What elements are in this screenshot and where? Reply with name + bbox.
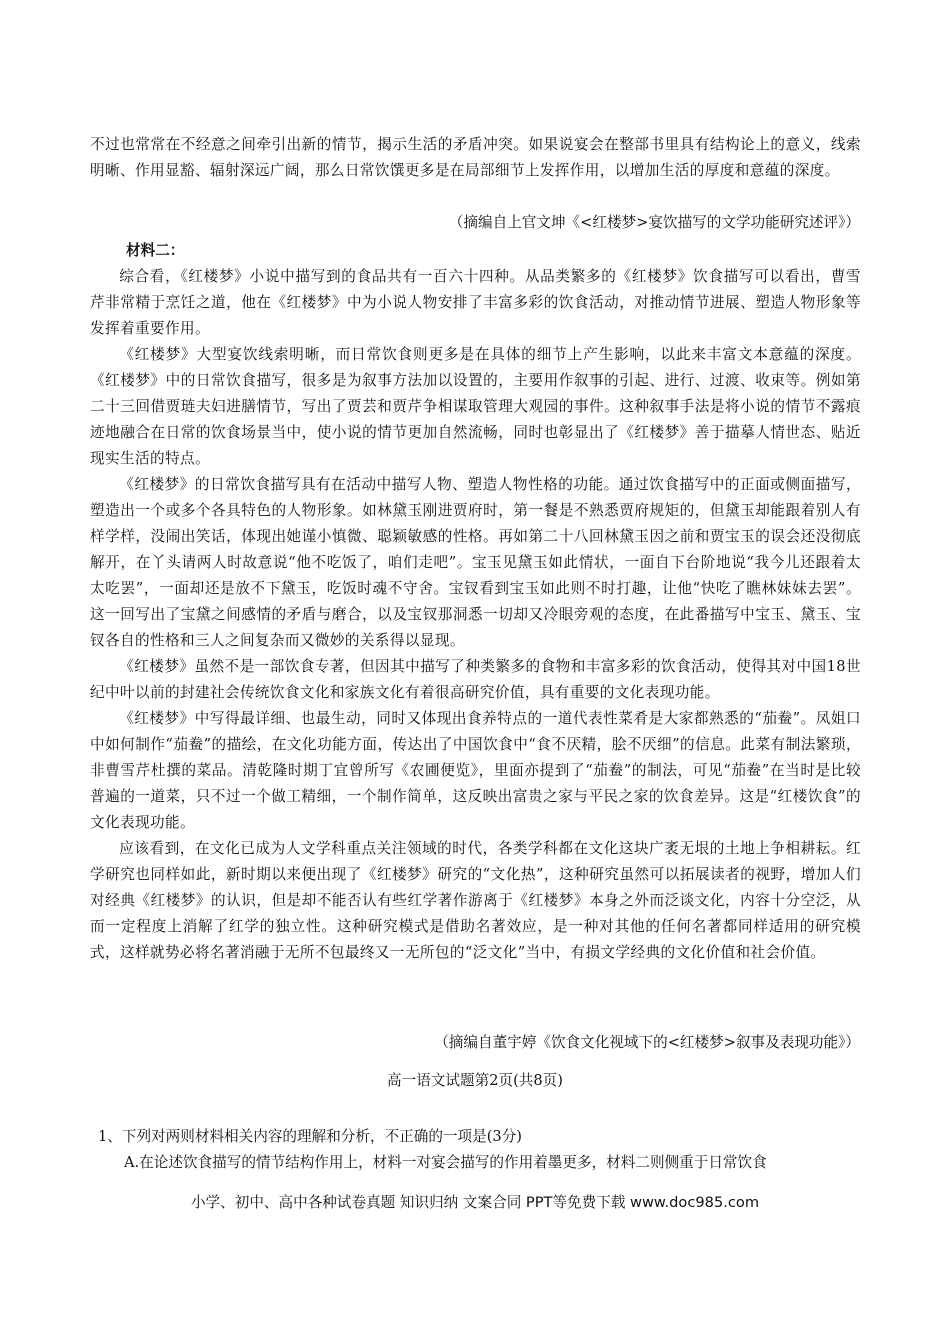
material1-tail-paragraph: 不过也常常在不经意之间牵引出新的情节，揭示生活的矛盾冲突。如果说宴会在整部书里具有结构论上的意义，线索明晰、作用显豁、辐射深远广阔，那么日常饮馔更多是在局部细节上发挥作用，以增加生活的厚度和意蕴的深度。 xyxy=(90,136,861,179)
material2-paragraph: 《红楼梦》虽然不是一部饮食专著，但因其中描写了种类繁多的食物和丰富多彩的饮食活动，使得其对中国18世纪中叶以前的封建社会传统饮食文化和家族文化有着很高研究价值，具有重要的文化表现功能。 xyxy=(90,658,861,701)
material1-tail-block xyxy=(90,132,861,184)
material2-paragraph: 《红楼梦》中写得最详细、也最生动，同时又体现出食养特点的一道代表性菜肴是大家都熟悉的“茄鲞”。凤姐口中如何制作“茄鲞”的描绘，在文化功能方面，传达出了中国饮食中“食不厌精，脍不厌细”的信息。此菜有制法繁琐，非曹雪芹杜撰的菜品。清乾隆时期丁宜曾所写《农圃便览》，里面亦提到了“茄鲞”的制法，可见“茄鲞”在当时是比较普遍的一道菜，只不过一个做工精细，一个制作简单，这反映出富贵之家与平民之家的饮食差异。这是“红楼饮食”的文化表现功能。 xyxy=(90,710,861,831)
question-1-option-a: A.在论述饮食描写的情节结构作用上，材料一对宴会描写的作用着墨更多，材料二则侧重于日常饮食 xyxy=(124,1154,767,1171)
material2-paragraph: 《红楼梦》的日常饮食描写具有在活动中描写人物、塑造人物性格的功能。通过饮食描写中的正面或侧面描写，塑造出一个或多个各具特色的人物形象。如林黛玉刚进贾府时，第一餐是不熟悉贾府规矩的，但黛玉却能跟着别人有样学样，没闹出笑话，体现出她谨小慎微、聪颖敏感的性格。再如第二十八回林黛玉因之前和贾宝玉的误会还没彻底解开，在丫头请两人时故意说“他不吃饭了，咱们走吧”。宝玉见黛玉如此情状，一面自下台阶地说“我今儿还跟着太太吃罢”，一面却还是放不下黛玉，吃饭时魂不守舍。宝钗看到宝玉如此则不时打趣，让他“快吃了瞧林妹妹去罢”。这一回写出了宝黛之间感情的矛盾与磨合，以及宝钗那洞悉一切却又冷眼旁观的态度，在此番描写中宝玉、黛玉、宝钗各自的性格和三人之间复杂而又微妙的关系得以显现。 xyxy=(90,476,861,649)
material2-paragraph: 应该看到，在文化已成为人文学科重点关注领域的时代，各类学科都在文化这块广袤无垠的土地上争相耕耘。红学研究也同样如此，新时期以来便出现了《红楼梦》研究的“文化热”，这种研究虽然可以拓展读者的视野，增加人们对经典《红楼梦》的认识，但是却不能否认有些红学著作游离于《红楼梦》本身之外而泛谈文化，内容十分空泛，从而一定程度上消解了红学的独立性。这种研究模式是借助名著效应，是一种对其他的任何名著都同样适用的研究模式，这样就势必将名著消融于无所不包最终又一无所包的“泛文化”当中，有损文学经典的文化价值和社会价值。 xyxy=(90,840,861,961)
material2-heading: 材料二： xyxy=(126,242,185,259)
page-footer: 高一语文试题第2页(共8页) xyxy=(387,1072,563,1089)
material1-source-citation: （摘编自上官文坤《<红楼梦>宴饮描写的文学功能研究述评》） xyxy=(448,214,860,231)
question-1-stem: 1、下列对两则材料相关内容的理解和分析，不正确的一项是(3分) xyxy=(98,1128,522,1145)
material2-paragraph: 《红楼梦》大型宴饮线索明晰，而日常饮食则更多是在具体的细节上产生影响，以此来丰富文本意蕴的深度。《红楼梦》中的日常饮食描写，很多是为叙事方法加以设置的，主要用作叙事的引起、进行、过渡、收束等。例如第二十三回借贾琏夫妇进膳情节，写出了贾芸和贾芹争相谋取管理大观园的事件。这种叙事手法是将小说的情节不露痕迹地融合在日常的饮食场景当中，使小说的情节更加自然流畅，同时也彰显出了《红楼梦》善于描摹人情世态、贴近现实生活的特点。 xyxy=(90,346,861,467)
material2-source-citation: （摘编自董宇婷《饮食文化视域下的<红楼梦>叙事及表现功能》） xyxy=(434,1034,860,1051)
material2-body xyxy=(90,264,861,966)
material2-paragraph: 综合看，《红楼梦》小说中描写到的食品共有一百六十四种。从品类繁多的《红楼梦》饮食描写可以看出，曹雪芹非常精于烹饪之道，他在《红楼梦》中为小说人物安排了丰富多彩的饮食活动，对推动情节进展、塑造人物形象等发挥着重要作用。 xyxy=(90,268,861,337)
download-banner: 小学、初中、高中各种试卷真题 知识归纳 文案合同 PPT等免费下载 www.doc985.com xyxy=(190,1194,760,1211)
